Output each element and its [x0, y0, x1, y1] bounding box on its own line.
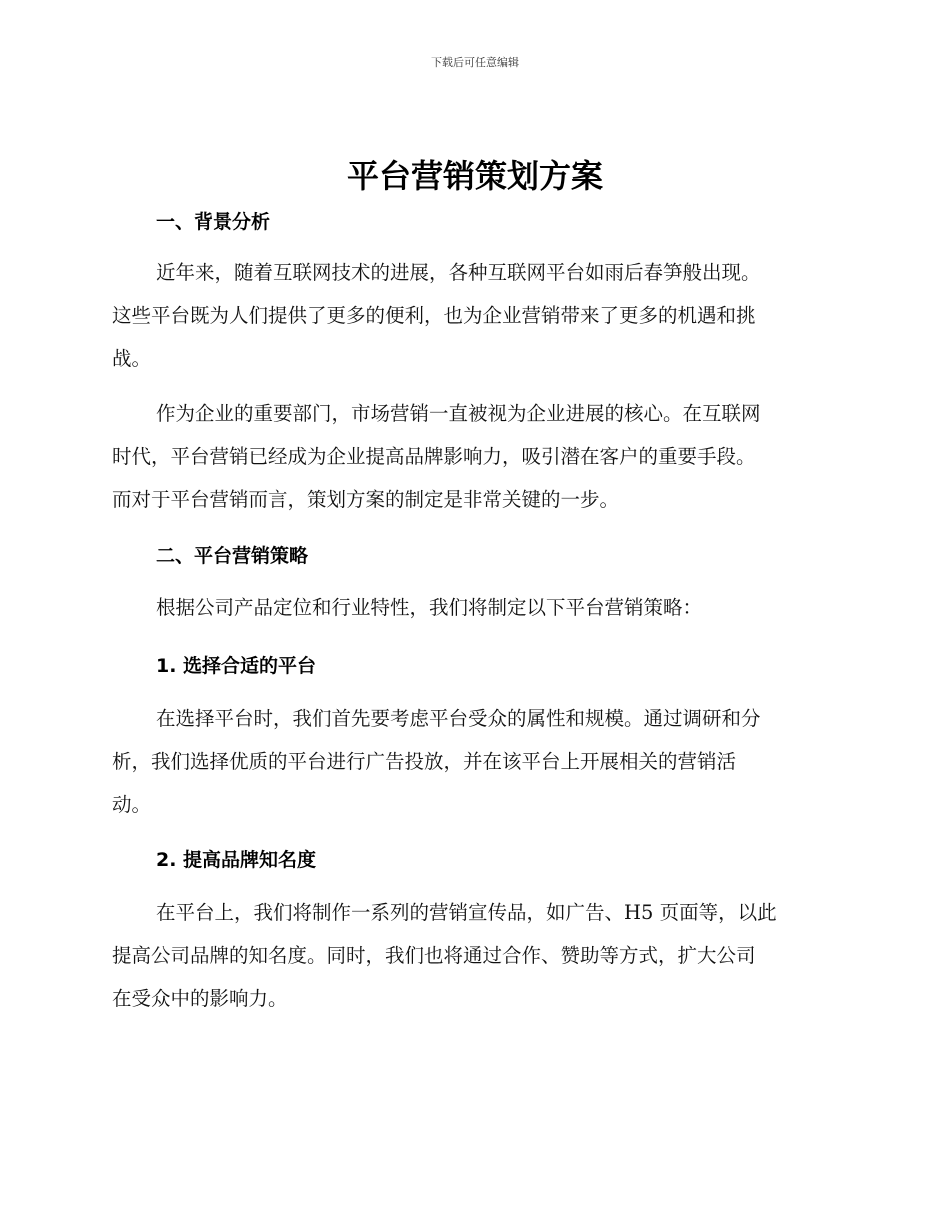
- text-line: 近年来，随着互联网技术的进展，各种互联网平台如雨后春笋般出现。: [156, 261, 761, 284]
- text-line: 根据公司产品定位和行业特性，我们将制定以下平台营销策略：: [156, 596, 703, 619]
- text-line: 提高公司品牌的知名度。同时，我们也将通过合作、赞助等方式，扩大公司: [112, 944, 756, 967]
- document-title: 平台营销策划方案: [346, 157, 603, 195]
- text-line: 在受众中的影响力。: [112, 987, 288, 1010]
- text-line: 时代，平台营销已经成为企业提高品牌影响力，吸引潜在客户的重要手段。: [112, 445, 756, 468]
- section-heading-background: 一、背景分析: [156, 211, 271, 233]
- paragraph-brand-awareness: [112, 891, 842, 1020]
- paragraph-background-1: [112, 251, 842, 380]
- text-line: 在平台上，我们将制作一系列的营销宣传品，如广告、H5 页面等，以此: [156, 901, 777, 924]
- paragraph-background-2: [112, 392, 842, 521]
- text-line: 析，我们选择优质的平台进行广告投放，并在该平台上开展相关的营销活: [112, 750, 737, 773]
- header-note: 下载后可任意编辑: [431, 56, 519, 69]
- text-line: 战。: [112, 347, 152, 370]
- text-line: 在选择平台时，我们首先要考虑平台受众的属性和规模。通过调研和分: [156, 707, 761, 730]
- paragraph-choose-platform: [112, 697, 842, 826]
- text-line: 作为企业的重要部门，市场营销一直被视为企业进展的核心。在互联网: [156, 402, 761, 425]
- subsection-heading-brand-awareness: 2. 提高品牌知名度: [156, 849, 317, 871]
- section-heading-strategy: 二、平台营销策略: [156, 545, 309, 567]
- text-line: 这些平台既为人们提供了更多的便利，也为企业营销带来了更多的机遇和挑: [112, 304, 756, 327]
- paragraph-strategy-intro: [112, 586, 842, 629]
- text-line: 动。: [112, 793, 152, 816]
- text-line: 而对于平台营销而言，策划方案的制定是非常关键的一步。: [112, 488, 620, 511]
- subsection-heading-choose-platform: 1. 选择合适的平台: [156, 655, 317, 677]
